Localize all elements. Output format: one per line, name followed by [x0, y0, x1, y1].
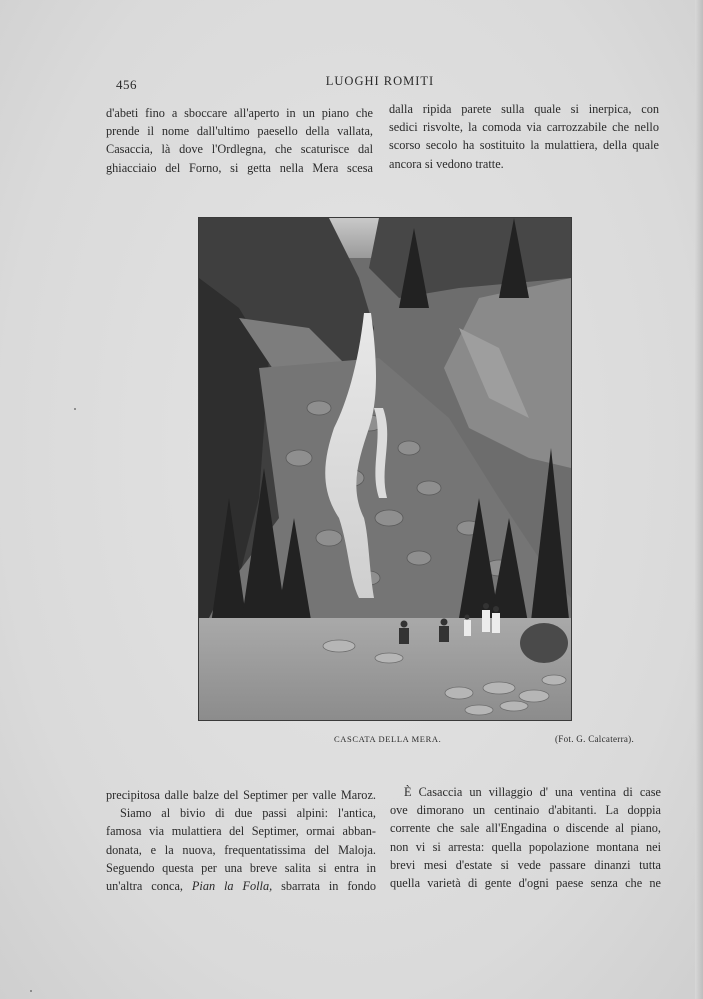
- text-column-top-left: [106, 104, 373, 177]
- text-line: donata, e la nuova, frequentatissima del Maloja.: [106, 842, 376, 857]
- text-line: famosa via mulattiera del Septimer, ormai abban-: [106, 824, 376, 839]
- text-line: brevi mesi d'estate si vede passare dinanzi tutta: [390, 857, 661, 872]
- text-line: ghiacciaio del Forno, si getta nella Mera scesa: [106, 160, 373, 175]
- running-title: LUOGHI ROMITI: [325, 74, 435, 88]
- photo-credit: (Fot. G. Calcaterra).: [555, 734, 635, 744]
- text-line: corrente che sale all'Engadina o discende al piano,: [390, 821, 661, 836]
- page-edge-shadow: [695, 0, 703, 999]
- place-name-italic: Pian la Folla,: [191, 879, 273, 894]
- text-fragment: un'altra conca,: [106, 879, 192, 894]
- text-line: sedici risvolte, la comoda via carrozzabile che nello: [389, 120, 659, 135]
- text-column-bottom-left: [106, 786, 376, 895]
- text-line: Siamo al bivio di due passi alpini: l'antica,: [120, 806, 376, 821]
- text-line: prende il nome dall'ultimo paesello della vallata,: [106, 124, 373, 139]
- figure-caption: CASCATA DELLA MERA.: [334, 734, 442, 744]
- paper-speck: [74, 408, 76, 410]
- text-line: Seguendo questa per una breve salita si entra in: [106, 860, 376, 875]
- paper-speck: [30, 990, 32, 992]
- text-line: scorso secolo ha sostituito la mulattiera, della quale: [389, 138, 659, 153]
- text-line: [106, 877, 376, 895]
- text-line: ove dimorano un centinaio d'abitanti. La doppia: [390, 803, 661, 818]
- text-column-bottom-right: [390, 783, 661, 892]
- text-fragment: sbarrata in fondo: [272, 879, 377, 894]
- text-line: quella varietà di gente d'ogni paese senza che ne: [390, 876, 661, 891]
- text-line: È Casaccia un villaggio d' una ventina di case: [404, 785, 661, 799]
- page-number: 456: [116, 77, 137, 92]
- text-line: Casaccia, là dove l'Ordlegna, che scaturisce dal: [106, 142, 373, 157]
- text-line: d'abeti fino a sboccare all'aperto in un piano che: [106, 106, 373, 120]
- waterfall-photograph: [198, 217, 572, 721]
- text-line: dalla ripida parete sulla quale si inerpica, con: [389, 102, 659, 116]
- text-column-top-right: [389, 100, 659, 173]
- text-line: precipitosa dalle balze del Septimer per valle Maroz.: [106, 788, 376, 802]
- text-line: ancora si vedono tratte.: [389, 156, 504, 171]
- text-line: non vi si arresta: quella popolazione montana nei: [390, 839, 661, 854]
